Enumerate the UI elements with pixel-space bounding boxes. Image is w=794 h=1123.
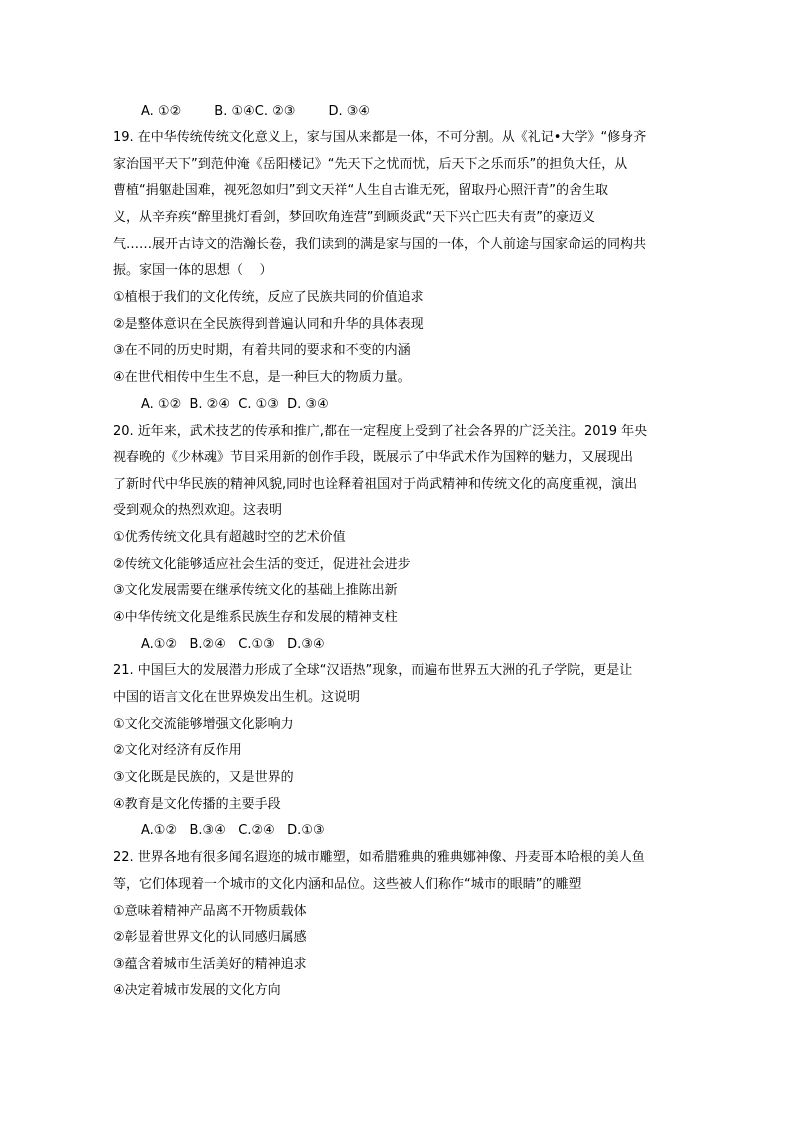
q22-stem-line-1: 22. 世界各地有很多闻名遐迩的城市雕塑，如希腊雅典的雅典娜神像、丹麦哥本哈根的美人鱼 <box>113 850 645 865</box>
q22-item-1: ①意味着精神产品离不开物质载体 <box>113 904 307 919</box>
q19-item-1: ①植根于我们的文化传统，反应了民族共同的价值追求 <box>113 290 424 305</box>
q22-stem-line-2: 等，它们体现着一个城市的文化内涵和品位。这些被人们称作“城市的眼睛”的雕塑 <box>113 877 582 892</box>
q21-options: A.①② B.③④ C.②④ D.①③ <box>141 823 325 838</box>
q20-item-4: ④中华传统文化是维系民族生存和发展的精神支柱 <box>113 610 398 625</box>
q20-stem-line-1: 20. 近年来，武术技艺的传承和推广,都在一定程度上受到了社会各界的广泛关注。2019 年央 <box>113 424 648 439</box>
q21-item-3: ③文化既是民族的，又是世界的 <box>113 770 294 785</box>
q19-item-2: ②是整体意识在全民族得到普遍认同和升华的具体表现 <box>113 317 424 332</box>
q21-stem-line-2: 中国的语言文化在世界焕发出生机。这说明 <box>113 690 361 705</box>
q22-item-3: ③蕴含着城市生活美好的精神追求 <box>113 957 307 972</box>
q19-item-4: ④在世代相传中生生不息，是一种巨大的物质力量。 <box>113 370 411 385</box>
q18-options: A. ①② B. ①④C. ②③ D. ③④ <box>141 104 371 119</box>
q19-stem-line-5: 气……展开古诗文的浩瀚长卷，我们读到的满是家与国的一体，个人前途与国家命运的同构共 <box>113 237 647 252</box>
q21-item-1: ①文化交流能够增强文化影响力 <box>113 717 294 732</box>
q20-options: A.①② B.②④ C.①③ D.③④ <box>141 637 325 652</box>
q20-stem-line-2: 视春晚的《少林魂》节目采用新的创作手段，既展示了中华武术作为国粹的魅力，又展现出 <box>113 450 634 465</box>
q22-item-4: ④决定着城市发展的文化方向 <box>113 983 281 998</box>
q21-item-2: ②文化对经济有反作用 <box>113 743 242 758</box>
q20-item-2: ②传统文化能够适应社会生活的变迁，促进社会进步 <box>113 557 411 572</box>
q19-stem-line-4: 义，从辛弃疾“醉里挑灯看剑，梦回吹角连营”到顾炎武“天下兴亡匹夫有责”的豪迈义 <box>113 210 595 225</box>
q19-options: A. ①② B. ②④ C. ①③ D. ③④ <box>141 397 329 412</box>
q20-stem-line-4: 受到观众的热烈欢迎。这表明 <box>113 503 283 518</box>
q19-stem-line-1: 19. 在中华传统传统文化意义上，家与国从来都是一体，不可分割。从《礼记•大学》“修身齐 <box>113 130 647 145</box>
q19-stem-line-2: 家治国平天下”到范仲淹《岳阳楼记》“先天下之忧而忧，后天下之乐而乐”的担负大任，从 <box>113 157 628 172</box>
q20-item-1: ①优秀传统文化具有超越时空的艺术价值 <box>113 530 346 545</box>
q20-item-3: ③文化发展需要在继承传统文化的基础上推陈出新 <box>113 583 398 598</box>
q19-item-3: ③在不同的历史时期，有着共同的要求和不变的内涵 <box>113 343 411 358</box>
q22-item-2: ②彰显着世界文化的认同感归属感 <box>113 930 307 945</box>
q19-stem-line-6: 振。家国一体的思想（ ） <box>113 263 273 278</box>
q21-item-4: ④教育是文化传播的主要手段 <box>113 797 281 812</box>
q20-stem-line-3: 了新时代中华民族的精神风貌,同时也诠释着祖国对于尚武精神和传统文化的高度重视，演出 <box>113 477 638 492</box>
q19-stem-line-3: 曹植“捐躯赴国难，视死忽如归”到文天祥“人生自古谁无死，留取丹心照汗青”的舍生取 <box>113 183 608 198</box>
q21-stem-line-1: 21. 中国巨大的发展潜力形成了全球“汉语热”现象，而遍布世界五大洲的孔子学院，更是让 <box>113 663 633 678</box>
